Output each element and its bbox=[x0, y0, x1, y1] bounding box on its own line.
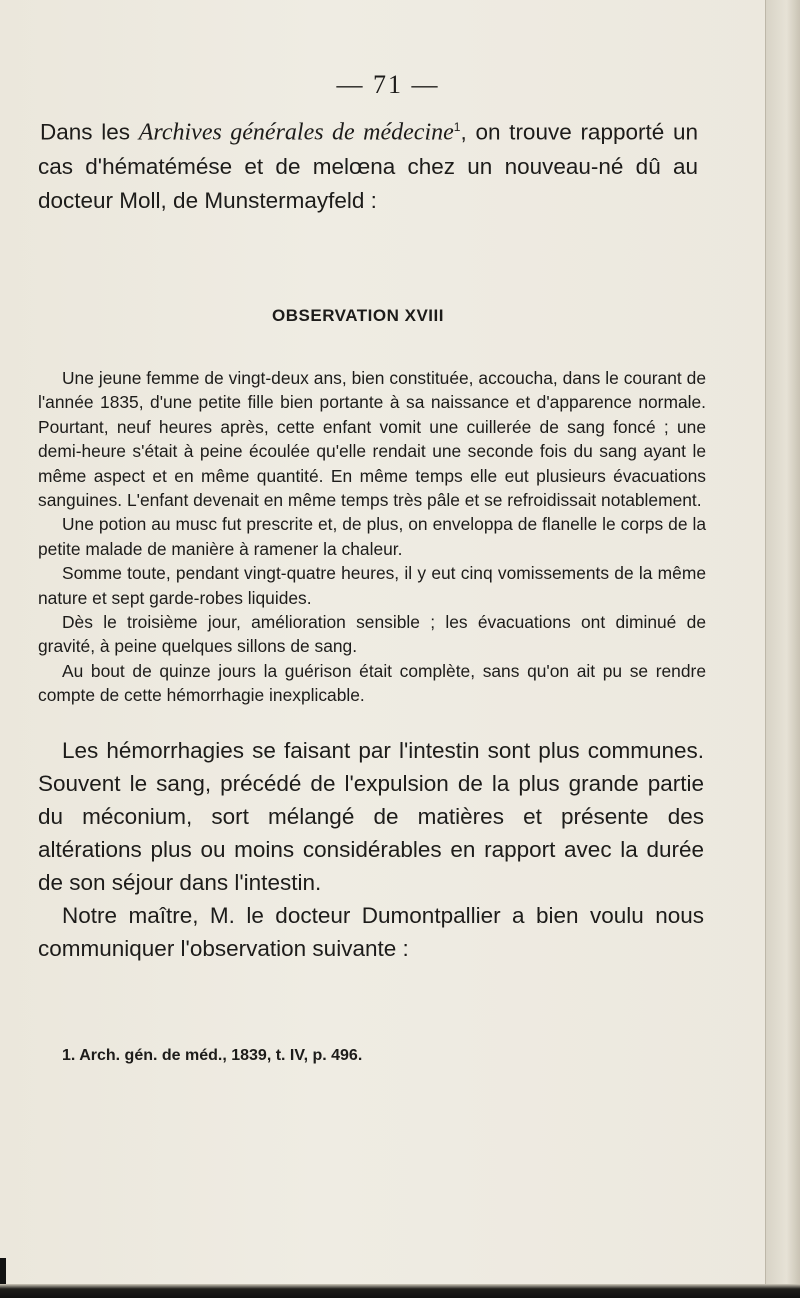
footnote-ref: 1 bbox=[453, 120, 461, 134]
observation-paragraph: Une jeune femme de vingt-deux ans, bien constituée, accoucha, dans le courant de l'année 1835, d'une petite fille bien portante à sa naissance et d'apparence normale. Pourtant, neuf heures après, cette enfant vomit une cuillerée de sang foncé ; une demi-heure s'était à peine écoulée qu'elle rendait une seconde fois du sang ayant le même aspect et en même quantité. En même temps elle eut plusieurs évacuations sanguines. L'enfant devenait en même temps très pâle et se refroidissait notablement. bbox=[38, 368, 706, 511]
body-paragraph: Notre maître, M. le docteur Dumontpallier a bien voulu nous communiquer l'observation suivante : bbox=[38, 903, 704, 961]
intro-text-end: , on trouve rapporté un cas d'hématémése et de melœna chez un nouveau-né dû au docteur Moll, de Munstermayfeld : bbox=[38, 119, 698, 213]
observation-paragraph: Somme toute, pendant vingt-quatre heures, il y eut cinq vomissements de la même nature et sept garde-robes liquides. bbox=[38, 563, 706, 608]
journal-title: Archives générales de médecine bbox=[138, 119, 454, 146]
intro-paragraph bbox=[38, 110, 698, 218]
scan-border bbox=[0, 1284, 800, 1298]
observation-paragraph: Au bout de quinze jours la guérison était complète, sans qu'on ait pu se rendre compte de cette hémorrhagie inexplicable. bbox=[38, 660, 706, 706]
observation-paragraph: Dès le troisième jour, amélioration sensible ; les évacuations ont diminué de gravité, à peine quelques sillons de sang. bbox=[38, 612, 706, 657]
footnote: 1. Arch. gén. de méd., 1839, t. IV, p. 496. bbox=[62, 1047, 363, 1064]
observation-title: OBSERVATION XVIII bbox=[272, 306, 444, 325]
observation-text bbox=[38, 366, 706, 708]
page-number: — 71 — bbox=[336, 70, 440, 99]
body-text bbox=[38, 734, 704, 965]
intro-text-start: Dans les bbox=[40, 119, 139, 145]
body-paragraph: Les hémorrhagies se faisant par l'intestin sont plus communes. Souvent le sang, précédé de l'expulsion de la plus grande partie du méconium, sort mélangé de matières et présente des altérations plus ou moins considérables en rapport avec la durée de son séjour dans l'intestin. bbox=[38, 738, 704, 895]
page-edge bbox=[765, 0, 800, 1298]
observation-paragraph: Une potion au musc fut prescrite et, de plus, on enveloppa de flanelle le corps de la petite malade de manière à ramener la chaleur. bbox=[38, 514, 706, 559]
